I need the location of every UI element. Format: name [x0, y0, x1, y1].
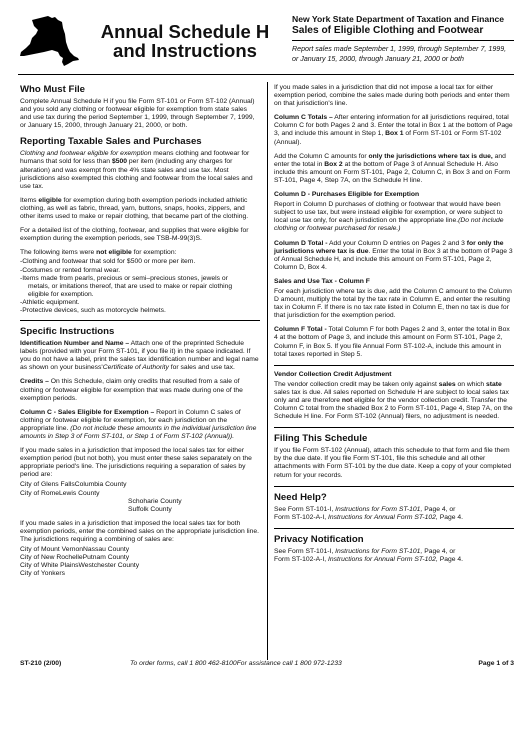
- list-item: City of Yonkers: [20, 570, 66, 578]
- form-id: ST-210 (2/00): [20, 660, 62, 667]
- title-line-2: and Instructions: [113, 40, 257, 61]
- column-f-total-text: [274, 326, 514, 358]
- vendor-a: The vendor collection credit may be taken only against: [274, 380, 439, 388]
- section-divider: [274, 427, 514, 428]
- help-l2a: Form ST-102-A-I,: [274, 513, 329, 521]
- priv-l2b: Page 4.: [437, 555, 463, 563]
- items-bold: eligible: [38, 196, 62, 204]
- list-item: eligible for exemption.: [28, 290, 94, 298]
- items-text-b: for exemption during both exemption periods included athletic clothing, as well as fabric, thread, yarn, buttons, snaps, hooks, zippers, and other items used to make or repair clothing, that became part of the clothing.: [20, 196, 249, 221]
- priv-l1a: See Form ST-101-I,: [274, 547, 336, 555]
- list-item: Schoharie County: [128, 497, 182, 505]
- eligible-items-text: [20, 197, 260, 221]
- privacy-text: [274, 548, 514, 564]
- combining-text: If you made sales in a jurisdiction that imposed the local sales tax for both exemption periods, enter the combined sales on the appropriate jurisdiction line. The jurisdictions requiring a combining of sales are:: [20, 519, 260, 544]
- list-item: City of Glens FallsColumbia County: [20, 481, 127, 489]
- list-item: City of New RochellePutnam County: [20, 554, 130, 562]
- reporting-definition: [20, 150, 260, 190]
- column-d-heading: Column D - Purchases Eligible for Exemption: [274, 191, 420, 199]
- credits-text: [20, 378, 260, 402]
- combining-list: [20, 546, 260, 578]
- column-c-label: Column C - Sales Eligible for Exemption –: [20, 408, 155, 416]
- list-item: City of Mount VernonNassau County: [20, 546, 130, 554]
- column-f-text: For each jurisdiction where tax is due, add the Column C amount to the Column D amount, multiply the total by the tax rate in Column E, and enter the resulting tax in Column F. If there is no tax rate listed in Column E, then no tax is due for that jurisdiction for the exemption period.: [274, 287, 512, 320]
- help-l1i: Instructions for Form ST-101,: [335, 505, 423, 513]
- column-f-total-label: Column F Total -: [274, 326, 327, 334]
- section-divider: [20, 320, 260, 321]
- no-tax-text: If you made sales in a jurisdiction that did not impose a local tax for either exemption period, combine the sales made during both periods and enter them on that jurisdiction's line.: [274, 84, 510, 108]
- left-column: [20, 84, 260, 585]
- totals-box: Box 1: [385, 130, 404, 138]
- help-l1b: Page 4, or: [422, 505, 456, 513]
- coldt-bold: for only the jurisdictions where tax is due: [274, 239, 504, 255]
- detailed-list-text: For a detailed list of the clothing, footwear, and supplies that were eligible for exemption during the exemption periods, see TSB-M-99(3)S.: [20, 227, 249, 243]
- add-column-c-text: [274, 153, 514, 185]
- following-b: for exemption:: [131, 249, 177, 257]
- header: [18, 14, 514, 72]
- credits-body: On this Schedule, claim only credits that resulted from a sale of clothing or footwear eligible for exemption that was made during one of the exemption periods.: [20, 378, 243, 402]
- department-name: New York State Department of Taxation and Finance: [292, 14, 505, 24]
- title-line-1: Annual Schedule H: [100, 21, 270, 42]
- not-eligible-intro: [20, 249, 260, 257]
- not-eligible-list: [20, 258, 260, 315]
- help-l2i: Instructions for Annual Form ST-102,: [328, 513, 438, 521]
- column-divider: [267, 82, 268, 660]
- separation-list: [20, 481, 260, 513]
- ident-certificate: Certificate of Authority: [102, 364, 169, 372]
- column-c-totals-text: [274, 114, 514, 146]
- totals-body: After entering information for all jurisdictions required, total Column C for both Pages 2 and 3. Enter the total in Box 1 at the bottom of Page 3, and include this amount in Step 1,: [274, 114, 513, 138]
- section-divider: [274, 528, 514, 529]
- schedule-title: [84, 22, 286, 60]
- column-d-note: (Do not include clothing or footwear purchased for resale.): [274, 217, 504, 233]
- ident-end: for sales and use tax.: [168, 364, 235, 372]
- section-divider: [274, 365, 514, 366]
- schedule-subtitle: Sales of Eligible Clothing and Footwear: [292, 25, 484, 36]
- list-item: -Protective devices, such as motorcycle helmets.: [20, 306, 166, 314]
- list-item: -Clothing and footwear that sold for $500 or more per item.: [20, 258, 196, 266]
- page-number: Page 1 of 3: [478, 660, 514, 667]
- who-must-file-heading: Who Must File: [20, 84, 86, 95]
- column-c-note: (Do not include these amounts in the individual jurisdiction line amounts in Step 3 of Form ST-101, or Step 1 of Form ST-102 (Annual)).: [20, 424, 257, 440]
- reporting-text-b: per item (including any charges for alteration) and was exempt from the 4% state sales and use tax. Most jurisdictions also exempted this clothing and footwear from the local sales and use tax.: [20, 158, 253, 190]
- privacy-heading: Privacy Notification: [274, 533, 364, 545]
- column-d-text: [274, 201, 514, 233]
- header-divider: [292, 40, 514, 41]
- priv-l1b: Page 4, or: [422, 547, 456, 555]
- specific-instructions-heading: Specific Instructions: [20, 326, 115, 338]
- colft-body: Total Column F for both Pages 2 and 3, enter the total in Box 4 at the bottom of Page 3, and include this amount on Form ST-101, Page 2, Column F, in Box 5. If you file Annual Form ST-102-A, include this amount in total taxes reported in Step 5.: [274, 326, 510, 358]
- separation-text: If you made sales in a jurisdiction that imposed the local sales tax for either exemption period (but not both), you must enter these sales separately on the appropriate period's line. The jurisdictions requiring a separation of sales by period are:: [20, 447, 252, 479]
- add-bold: only the jurisdictions where tax is due,: [368, 152, 493, 160]
- totals-label: Column C Totals –: [274, 114, 333, 122]
- list-item: metals, or imitations thereof, that are used to make or repair clothing: [28, 282, 233, 290]
- list-item: -Costumes or rented formal wear.: [20, 266, 121, 274]
- vendor-heading: Vendor Collection Credit Adjustment: [274, 370, 392, 378]
- column-f-heading: Sales and Use Tax - Column F: [274, 277, 370, 285]
- items-text-a: Items: [20, 196, 39, 204]
- list-item: Suffolk County: [128, 505, 172, 513]
- following-a: The following items were: [20, 249, 97, 257]
- need-help-heading: Need Help?: [274, 491, 327, 503]
- price-limit: $500: [111, 158, 127, 166]
- list-item: -Items made from pearls, precious or semi–precious stones, jewels or: [20, 274, 228, 282]
- add-a: Add the Column C amounts for: [274, 152, 369, 160]
- list-item: City of RomeLewis County: [20, 489, 100, 497]
- column-d-body: Report in Column D purchases of clothing or footwear that would have been subject to use tax, but were instead eligible for exemption, or were subject to local use tax only, for each jurisdiction on the appropriate line.: [274, 201, 503, 225]
- vendor-c: sales tax is due. All sales reported on Schedule H are subject to local sales tax only and are therefore: [274, 388, 509, 404]
- add-c: at the bottom of Page 3 of Annual Schedule H. Also include this amount on Form ST-101, Page 2, Column C, in Box 3 and on Form ST-101, Page 4, Step 7A, on the Schedule H line.: [274, 160, 510, 184]
- vendor-state: state: [486, 380, 502, 388]
- who-must-file-text: Complete Annual Schedule H if you file Form ST-101 or Form ST-102 (Annual) and you sold any clothing or footwear eligible for exemption from state sales and use tax during the period September 1, 1999, through September 7, 1999, or January 15, 2000, through January 21, 2000, or both.: [20, 98, 255, 130]
- report-period: Report sales made September 1, 1999, through September 7, 1999, or January 15, 2000, through January 21, 2000 or both: [292, 45, 507, 63]
- ident-body: Attach one of the preprinted Schedule labels (provided with your Form ST-101, if you file it) in the space indicated. If you do not have a label, print the sales tax identification number and legal name as shown on your business': [20, 340, 259, 372]
- new-york-state-silhouette: [18, 14, 80, 72]
- ident-label: Identification Number and Name –: [20, 340, 130, 348]
- header-info: [292, 14, 514, 64]
- vendor-text: [274, 381, 514, 421]
- filing-heading: Filing This Schedule: [274, 433, 368, 445]
- priv-l1i: Instructions for Form ST-101,: [335, 547, 423, 555]
- coldt-end: . Enter the total in Box 3 at the bottom of Page 3 of Annual Schedule H, and include this amount on Form ST-101, Page 2, Column D, Box 4.: [274, 247, 513, 271]
- add-box: Box 2: [324, 160, 343, 168]
- priv-l2i: Instructions for Annual Form ST-102,: [328, 555, 438, 563]
- need-help-text: [274, 506, 514, 522]
- vendor-d: eligible for the vendor collection credit. Transfer the Column C total from the shaded Box 2 to Form ST-101, Page 4, Step 7A, on the Schedule H line. For Form ST-102 (Annual) filers, no adjustment is needed.: [274, 397, 513, 421]
- reporting-heading: Reporting Taxable Sales and Purchases: [20, 136, 202, 148]
- vendor-sales: sales: [438, 380, 456, 388]
- vendor-not: not: [341, 397, 353, 404]
- filing-text: If you file Form ST-102 (Annual), attach this schedule to that form and file them by the due date. If you file Form ST-101, file this schedule and all other attachments with Form ST-101 by the due date. Keep a copy of your completed return for your records.: [274, 447, 512, 479]
- totals-end: of Form ST-101 or Form ST-102 (Annual).: [274, 130, 502, 146]
- reporting-text-a: means clothing and footwear for humans that sold for less than: [20, 150, 250, 166]
- column-d-total-label: Column D Total -: [274, 239, 328, 247]
- section-divider: [274, 486, 514, 487]
- help-l2b: Page 4.: [437, 513, 463, 521]
- contact-info: To order forms, call 1 800 462-8100For assistance call 1 800 972-1233: [130, 660, 342, 667]
- list-item: -Athletic equipment.: [20, 298, 80, 306]
- add-b: and enter the total in: [274, 152, 506, 168]
- identification-text: [20, 340, 260, 372]
- priv-l2a: Form ST-102-A-I,: [274, 555, 329, 563]
- vendor-b: on which: [455, 380, 487, 388]
- reporting-term: Clothing and footwear eligible for exemption: [20, 150, 152, 158]
- credits-label: Credits –: [20, 378, 49, 386]
- coldt-body: Add your Column D entries on Pages 2 and 3: [327, 239, 467, 247]
- help-l1a: See Form ST-101-I,: [274, 505, 336, 513]
- top-rule: [18, 74, 514, 75]
- list-item: City of White PlainsWestchester County: [20, 562, 140, 570]
- right-column: [274, 84, 514, 570]
- column-c-body: Report in Column C sales of clothing or footwear eligible for exemption, for each jurisdiction on the appropriate line.: [20, 408, 241, 432]
- following-bold: not eligible: [96, 249, 132, 257]
- column-c-text: [20, 409, 260, 441]
- column-d-total-text: [274, 240, 514, 272]
